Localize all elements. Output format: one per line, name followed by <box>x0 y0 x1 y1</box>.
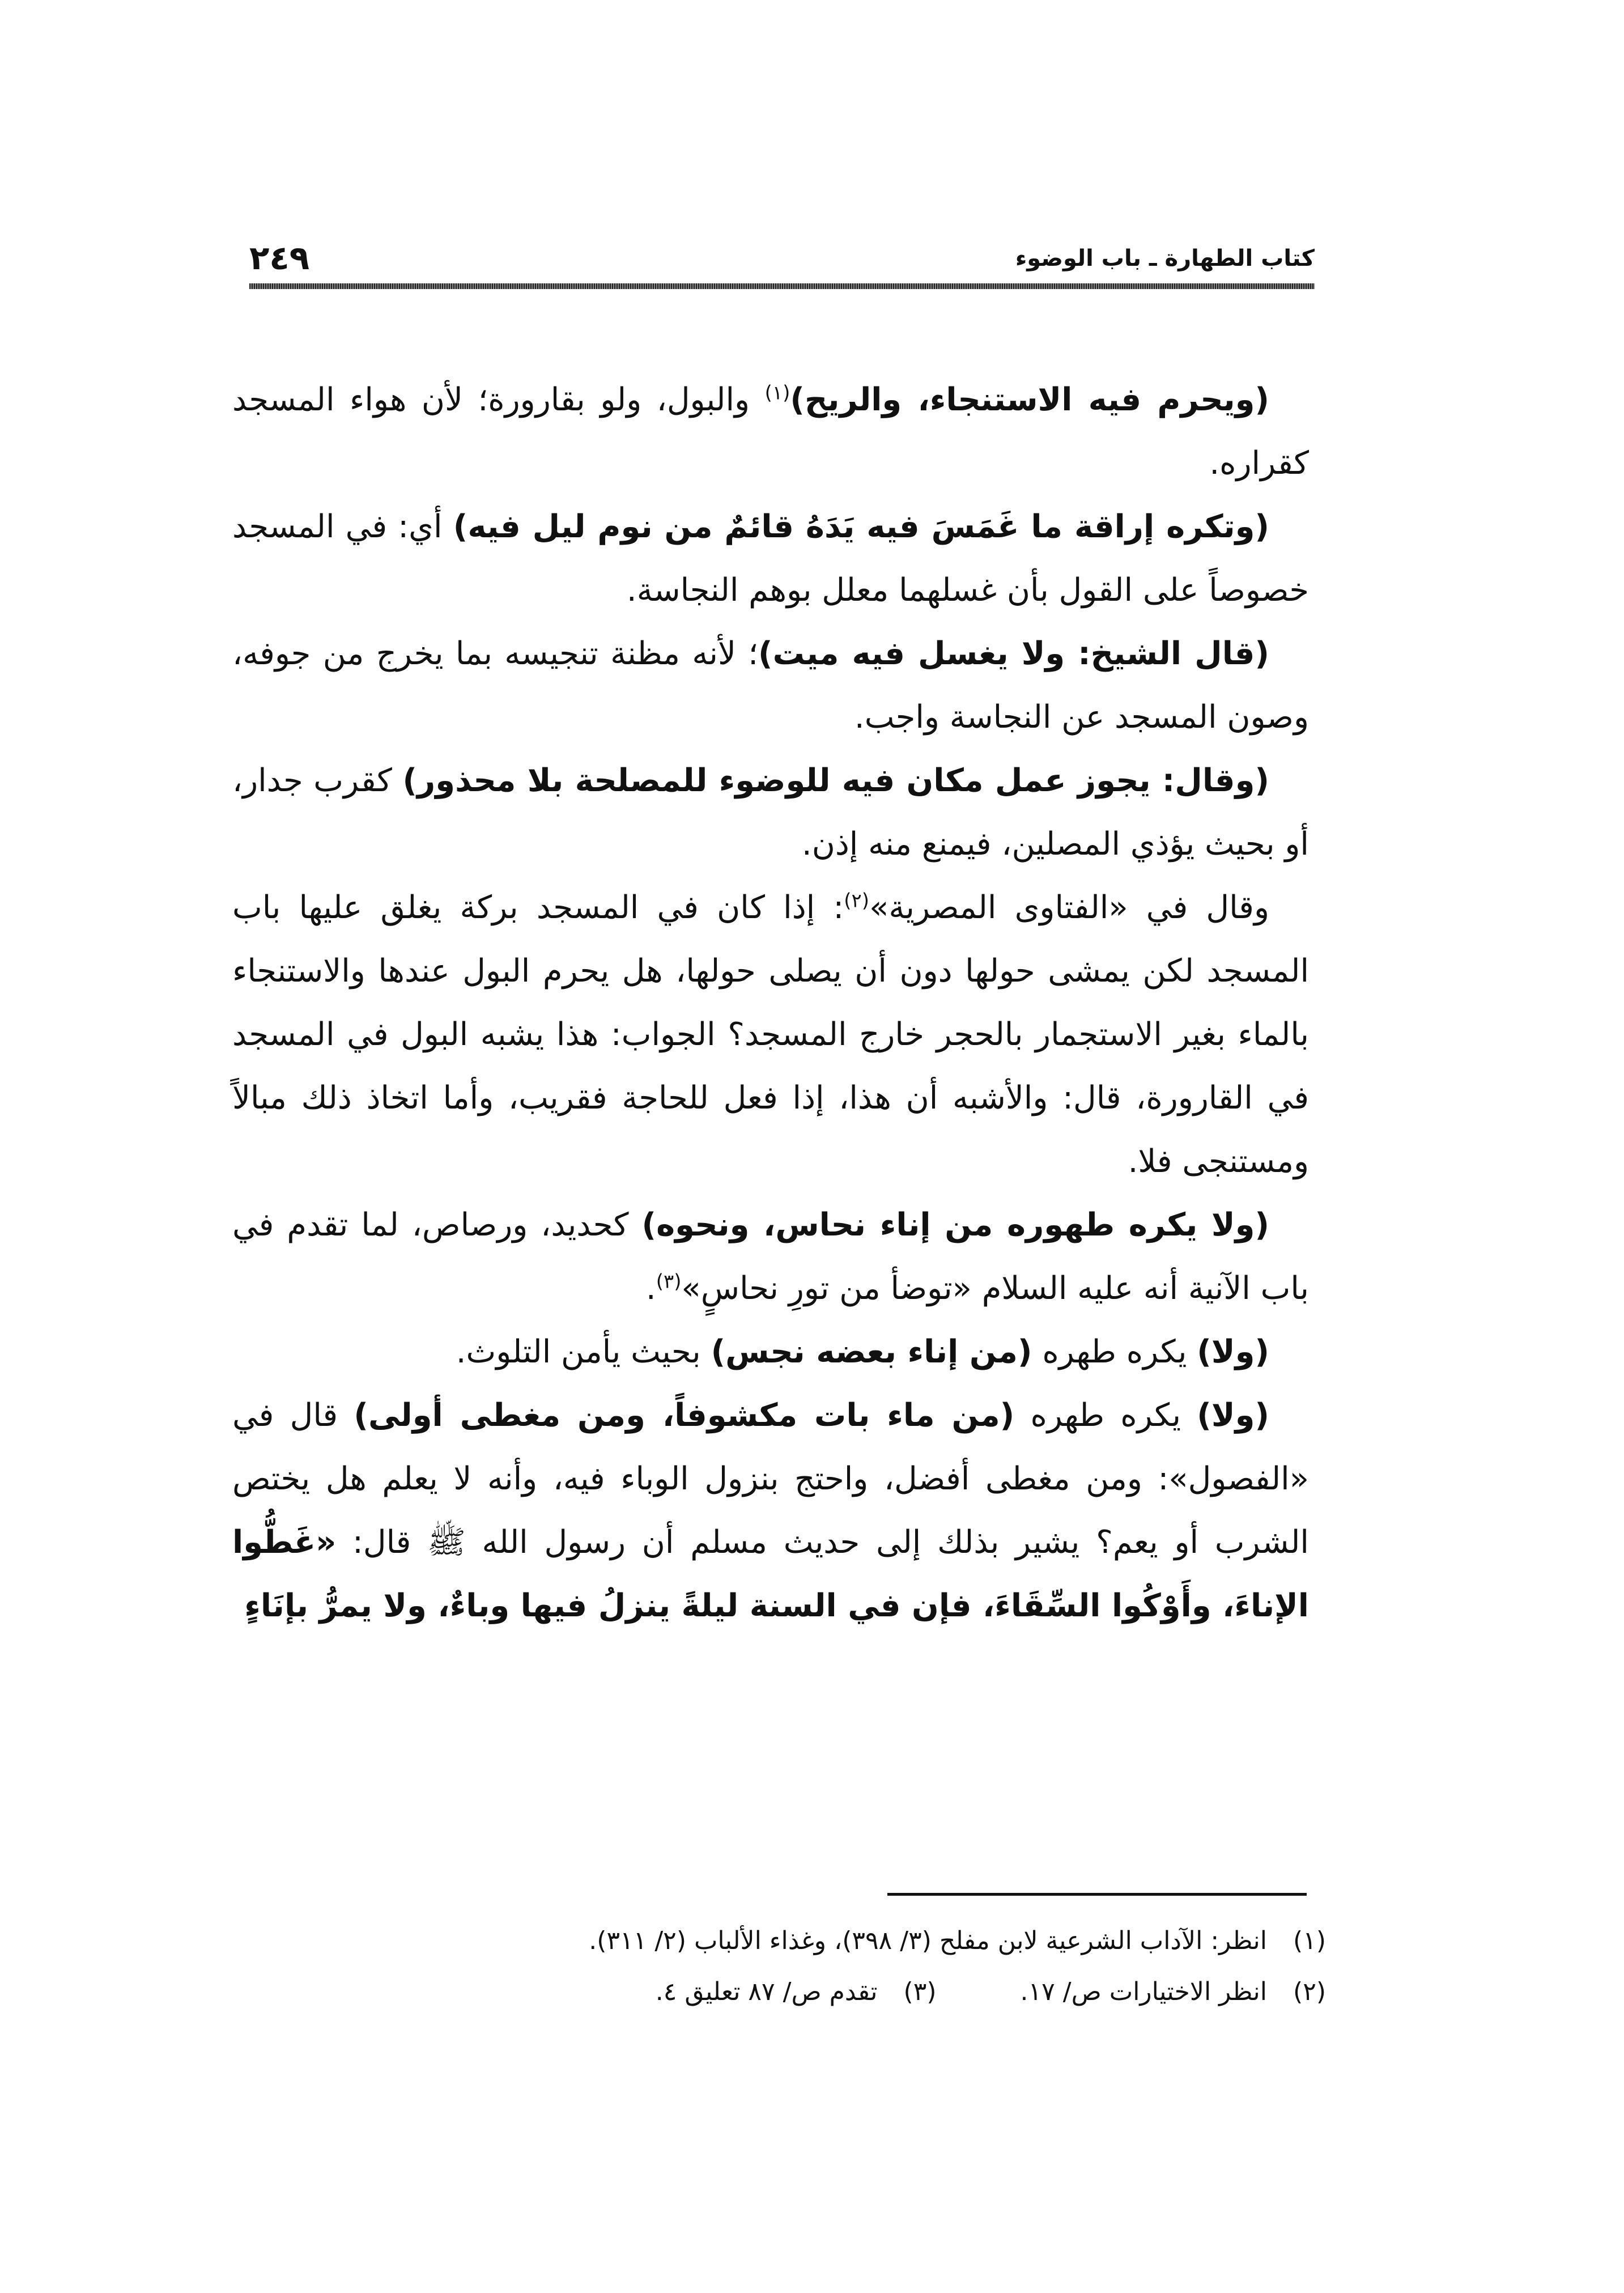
text-run: يكره طهره <box>1014 1397 1197 1434</box>
bold-text-run: (وتكره إراقة ما غَمَسَ فيه يَدَهُ قائمٌ من نوم ليل فيه) <box>453 508 1269 545</box>
footnote-ref: (١) <box>764 381 790 405</box>
footnote-line-1 <box>397 1916 1326 1967</box>
footnote-separator <box>887 1893 1307 1896</box>
paragraph <box>232 749 1309 876</box>
footnote-number: (٣) <box>903 1977 937 2006</box>
bold-text-run: (قال الشيخ: ولا يغسل فيه ميت) <box>758 635 1270 672</box>
footnote-ref: (٣) <box>656 1270 682 1293</box>
text-run: كقرب جدار، أو بحيث يؤذي المصلين، فيمنع منه إذن. <box>232 762 1309 863</box>
bold-text-run: (ولا) <box>1197 1334 1269 1370</box>
footnote-text: انظر الاختيارات ص/ ١٧. <box>1020 1977 1267 2006</box>
text-run: يكره طهره <box>1032 1334 1197 1370</box>
text-run: كحديد، ورصاص، لما تقدم في باب الآنية أنه عليه السلام «توضأ من تورِ نحاسٍ» <box>232 1207 1309 1307</box>
text-run: أي: في المسجد خصوصاً على القول بأن غسلهما معلل بوهم النجاسة. <box>232 508 1309 609</box>
text-run: قال في «الفصول»: ومن مغطى أفضل، واحتج بنزول الوباء فيه، وأنه لا يعلم هل يختص الشرب أو يعم؟ يشير بذلك إلى حديث مسلم أن رسول الله ﷺ قال: <box>232 1397 1309 1561</box>
paragraph <box>232 495 1309 622</box>
footnote-line-2 <box>397 1967 1326 2018</box>
bold-text-run: (وقال: يجوز عمل مكان فيه للوضوء للمصلحة بلا محذور) <box>402 762 1269 799</box>
bold-text-run: (من إناء بعضه نجس) <box>711 1334 1032 1370</box>
paragraph <box>232 876 1309 1194</box>
chapter-title: كتاب الطهارة ـ باب الوضوء <box>1015 245 1315 271</box>
bold-text-run: «غَطُّوا الإناءَ، وأَوْكُوا السِّقَاءَ، فإن في السنة ليلةً ينزلُ فيها وباءٌ، ولا يمرُّ بإنَاءٍ <box>232 1524 1309 1624</box>
page-number: ٢٤٩ <box>249 239 310 277</box>
footnote-ref: (٢) <box>844 889 870 912</box>
text-run: . <box>645 1270 656 1307</box>
running-head <box>249 238 1315 278</box>
bold-text-run: (من ماء بات مكشوفاً، ومن مغطى أولى) <box>354 1397 1015 1434</box>
footnote-text: تقدم ص/ ٨٧ تعليق ٤. <box>655 1977 878 2006</box>
text-run: ؛ لأنه مظنة تنجيسه بما يخرج من جوفه، وصون المسجد عن النجاسة واجب. <box>232 635 1309 736</box>
bold-text-run: (ولا يكره طهوره من إناء نحاس، ونحوه) <box>641 1207 1269 1243</box>
footnote-number: (٢) <box>1293 1977 1326 2006</box>
paragraph <box>232 622 1309 749</box>
footnote-number: (١) <box>1293 1926 1326 1955</box>
paragraph <box>232 1320 1309 1384</box>
bold-text-run: (ولا) <box>1197 1397 1269 1434</box>
text-run: وقال في «الفتاوى المصرية» <box>869 889 1269 926</box>
paragraph <box>232 368 1309 495</box>
paragraph <box>232 1384 1309 1638</box>
text-run: : إذا كان في المسجد بركة يغلق عليها باب المسجد لكن يمشى حولها دون أن يصلى حولها، هل يحرم البول عندها والاستنجاء بالماء بغير الاستجمار بالحجر خارج المسجد؟ الجواب: هذا يشبه البول في المسجد في القارورة، قال: والأشبه أن هذا، إذا فعل للحاجة فقريب، وأما اتخاذ ذلك مبالاً ومستنجى فلا. <box>232 889 1309 1180</box>
footnotes <box>397 1916 1326 2018</box>
text-run: والبول، ولو بقارورة؛ لأن هواء المسجد كقراره. <box>232 381 1309 482</box>
header-rule <box>249 283 1315 289</box>
footnote-text: انظر: الآداب الشرعية لابن مفلح (٣/ ٣٩٨)، وغذاء الألباب (٢/ ٣١١). <box>589 1926 1267 1955</box>
bold-text-run: (ويحرم فيه الاستنجاء، والريح) <box>790 381 1270 418</box>
body-text <box>232 368 1309 1638</box>
paragraph <box>232 1194 1309 1320</box>
text-run: بحيث يأمن التلوث. <box>456 1334 711 1370</box>
